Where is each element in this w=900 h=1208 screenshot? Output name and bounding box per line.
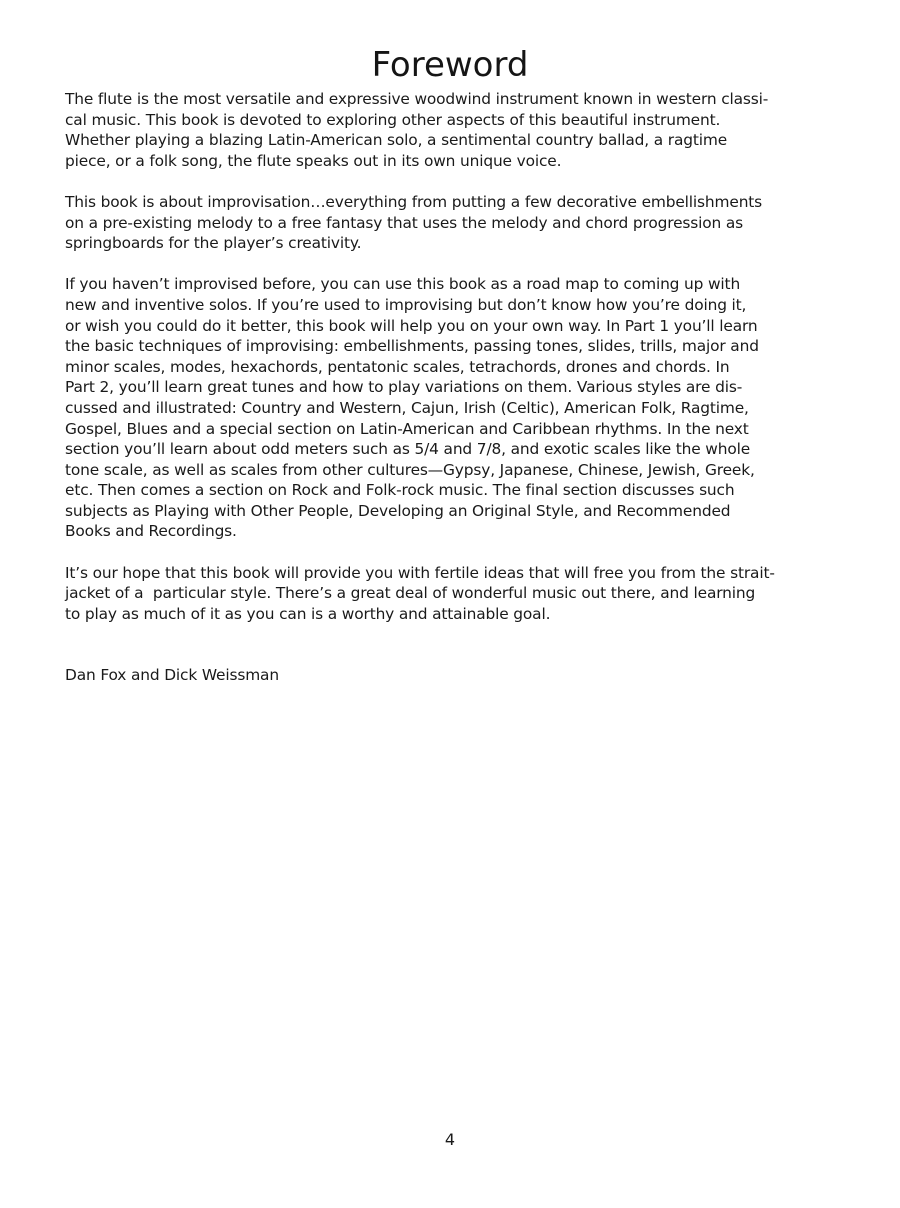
text-line: etc. Then comes a section on Rock and Folk-rock music. The final section discusses such [65, 481, 735, 500]
text-line: This book is about improvisation…everything from putting a few decorative embellishments [65, 192, 763, 211]
text-line: piece, or a folk song, the flute speaks out in its own unique voice. [65, 151, 562, 170]
text-line: subjects as Playing with Other People, Developing an Original Style, and Recommended [65, 501, 731, 520]
text-line: Books and Recordings. [65, 522, 237, 541]
text-line: cal music. This book is devoted to exploring other aspects of this beautiful instrument. [65, 110, 721, 129]
paragraph-closing [65, 563, 835, 625]
text-line: to play as much of it as you can is a worthy and attainable goal. [65, 604, 551, 623]
text-line: jacket of a particular style. There’s a great deal of wonderful music out there, and learning [65, 584, 756, 603]
text-line: the basic techniques of improvising: embellishments, passing tones, slides, trills, major and [65, 337, 759, 356]
text-line: new and inventive solos. If you’re used to improvising but don’t know how you’re doing it, [65, 295, 747, 314]
text-line: Gospel, Blues and a special section on Latin-American and Caribbean rhythms. In the next [65, 419, 749, 438]
text-line: springboards for the player’s creativity. [65, 234, 362, 253]
text-line: The flute is the most versatile and expressive woodwind instrument known in western classi- [65, 90, 769, 108]
page-title: Foreword [371, 45, 529, 85]
text-line: section you’ll learn about odd meters such as 5/4 and 7/8, and exotic scales like the whole [65, 440, 751, 459]
text-line: If you haven’t improvised before, you can use this book as a road map to coming up with [65, 275, 741, 294]
text-line: or wish you could do it better, this book will help you on your own way. In Part 1 you’ll learn [65, 316, 758, 335]
author-signature: Dan Fox and Dick Weissman [65, 666, 279, 684]
paragraph-improvisation [65, 192, 835, 254]
text-line: on a pre-existing melody to a free fantasy that uses the melody and chord progression as [65, 213, 744, 232]
text-line: Whether playing a blazing Latin-American solo, a sentimental country ballad, a ragtime [65, 131, 728, 150]
text-line: cussed and illustrated: Country and Western, Cajun, Irish (Celtic), American Folk, Ragtime, [65, 398, 749, 417]
foreword-body [65, 89, 835, 645]
paragraph-intro [65, 89, 835, 171]
page-number: 4 [444, 1130, 456, 1149]
text-line: minor scales, modes, hexachords, pentatonic scales, tetrachords, drones and chords. In [65, 357, 730, 376]
text-line: It’s our hope that this book will provide you with fertile ideas that will free you from the strait- [65, 563, 775, 582]
text-line: Part 2, you’ll learn great tunes and how to play variations on them. Various styles are dis- [65, 378, 743, 397]
paragraph-contents-overview [65, 274, 835, 542]
text-line: tone scale, as well as scales from other cultures—Gypsy, Japanese, Chinese, Jewish, Greek, [65, 460, 755, 479]
